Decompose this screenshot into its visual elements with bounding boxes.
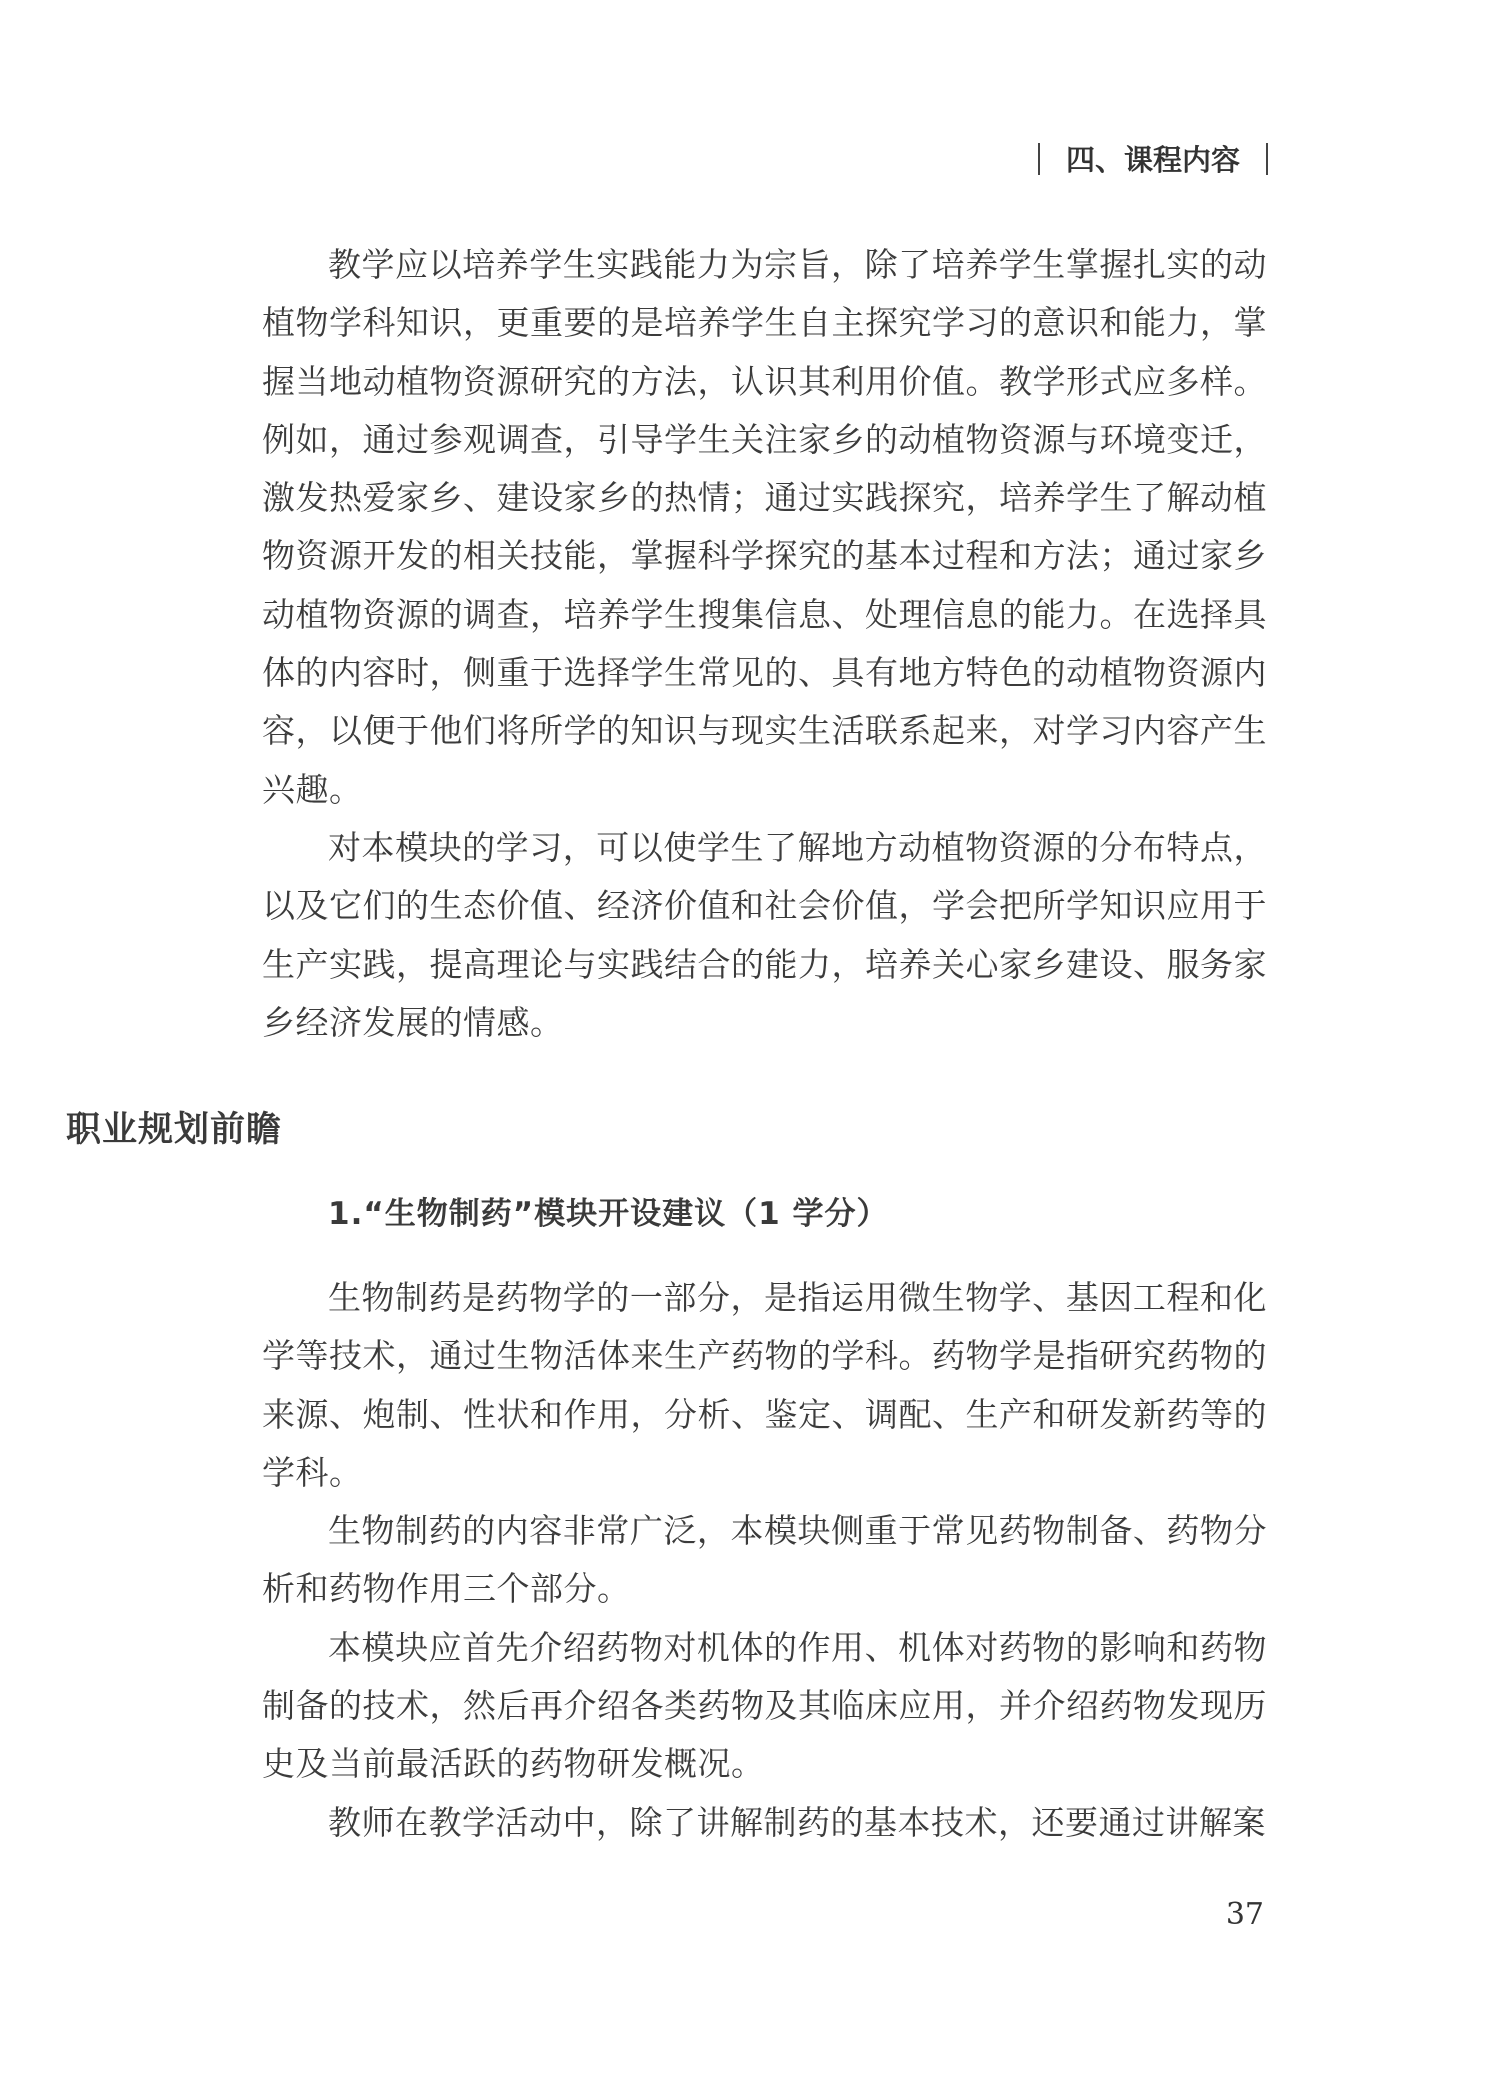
paragraph: 本模块应首先介绍药物对机体的作用、机体对药物的影响和药物制备的技术，然后再介绍各类药物及其临床应用，并介绍药物发现历史及当前最活跃的药物研发概况。 bbox=[262, 1627, 1267, 1784]
header-right-rule bbox=[1266, 143, 1268, 175]
section-heading: 职业规划前瞻 bbox=[66, 1110, 283, 1150]
paragraph: 生物制药是药物学的一部分，是指运用微生物学、基因工程和化学等技术，通过生物活体来生产药物的学科。药物学是指研究药物的来源、炮制、性状和作用，分析、鉴定、调配、生产和研发新药等的学科。 bbox=[262, 1278, 1267, 1492]
page-number: 37 bbox=[1225, 1897, 1264, 1932]
running-header bbox=[1038, 138, 1268, 179]
paragraph: 教学应以培养学生实践能力为宗旨，除了培养学生掌握扎实的动植物学科知识，更重要的是培养学生自主探究学习的意识和能力，掌握当地动植物资源研究的方法，认识其利用价值。教学形式应多样。例如，通过参观调查，引导学生关注家乡的动植物资源与环境变迁，激发热爱家乡、建设家乡的热情；通过实践探究，培养学生了解动植物资源开发的相关技能，掌握科学探究的基本过程和方法；通过家乡动植物资源的调查，培养学生搜集信息、处理信息的能力。在选择具体的内容时，侧重于选择学生常见的、具有地方特色的动植物资源内容，以便于他们将所学的知识与现实生活联系起来，对学习内容产生兴趣。 bbox=[262, 245, 1267, 809]
running-title: 四、课程内容 bbox=[1065, 143, 1240, 177]
sub-heading: 1.“生物制药”模块开设建议（1 学分） bbox=[328, 1196, 889, 1232]
paragraph: 对本模块的学习，可以使学生了解地方动植物资源的分布特点，以及它们的生态价值、经济价值和社会价值，学会把所学知识应用于生产实践，提高理论与实践结合的能力，培养关心家乡建设、服务家乡经济发展的情感。 bbox=[262, 827, 1267, 1042]
header-left-rule bbox=[1038, 143, 1040, 175]
body-text-bottom bbox=[262, 1269, 1267, 1852]
body-text-top bbox=[262, 236, 1267, 1052]
paragraph: 教师在教学活动中，除了讲解制药的基本技术，还要通过讲解案 bbox=[328, 1802, 1266, 1842]
paragraph: 生物制药的内容非常广泛，本模块侧重于常见药物制备、药物分析和药物作用三个部分。 bbox=[262, 1511, 1267, 1609]
